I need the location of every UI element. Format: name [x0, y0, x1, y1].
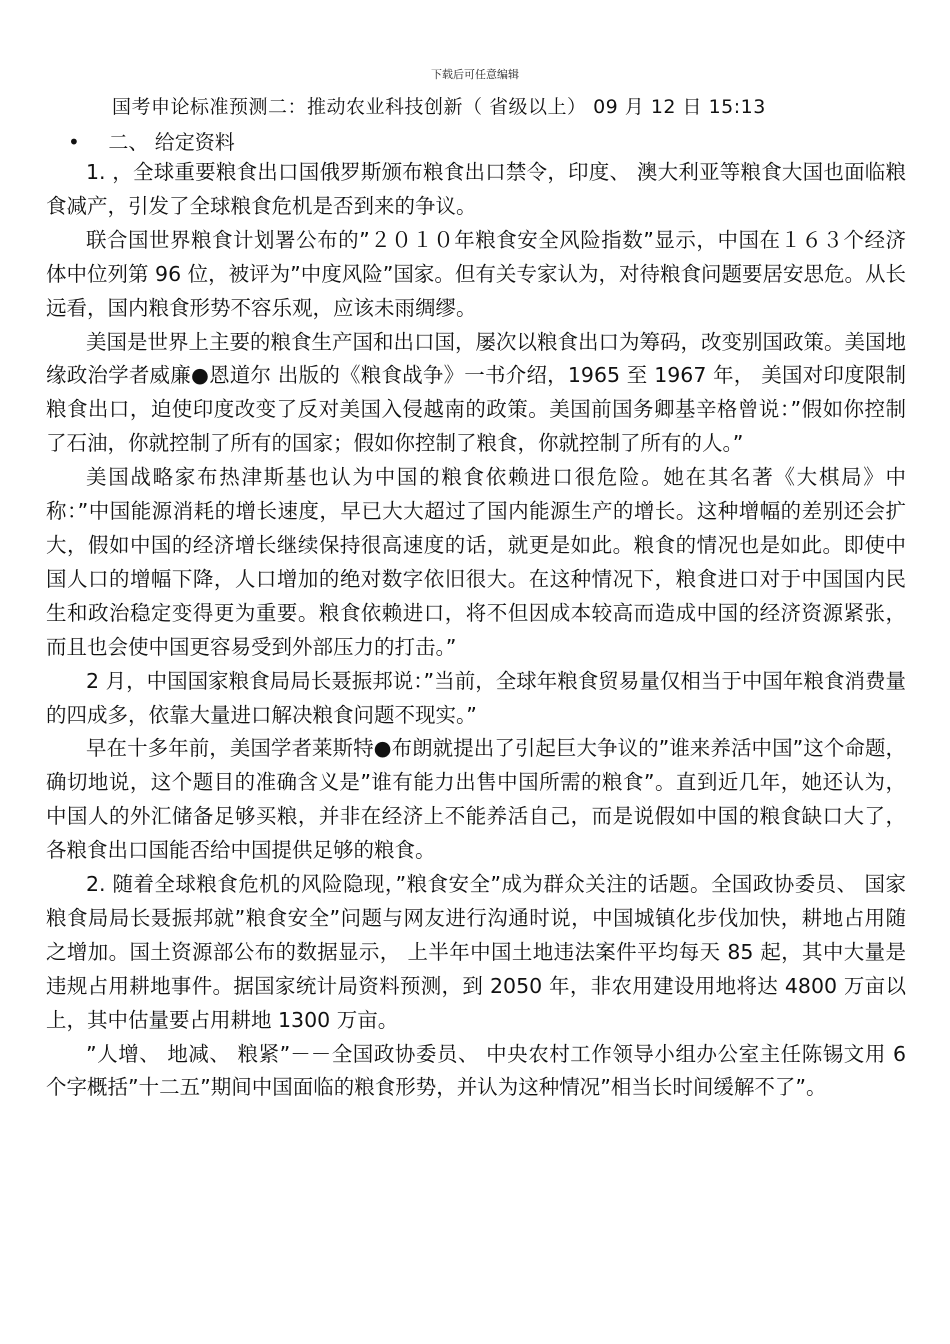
- section-heading: [68, 126, 235, 155]
- paragraph-6: 早在十多年前，美国学者莱斯特●布朗就提出了引起巨大争议的”谁来养活中国”这个命题，确切地说，这个题目的准确含义是”谁有能力出售中国所需的粮食”。直到近几年，她还认为，中国人的外汇储备足够买粮，并非在经济上不能养活自己，而是说假如中国的粮食缺口大了，各粮食出口国能否给中国提供足够的粮食。: [46, 736, 906, 863]
- download-note: 下载后可任意编辑: [431, 68, 519, 81]
- paragraph-3: 美国是世界上主要的粮食生产国和出口国，屡次以粮食出口为筹码，改变别国政策。美国地缘政治学者威廉●恩道尔 出版的《粮食战争》一书介绍，1965 至 1967 年， 美国对印度限制粮食出口，迫使印度改变了反对美国入侵越南的政策。美国前国务卿基辛格曾说：”假如你控制了石油，你就控制了所有的国家；假如你控制了粮食，你就控制了所有的人。”: [46, 329, 906, 456]
- paragraph-8: ”人增、 地减、 粮紧”－－全国政协委员、 中央农村工作领导小组办公室主任陈锡文用 6 个字概括”十二五”期间中国面临的粮食形势，并认为这种情况”相当长时间缓解不了”。: [46, 1041, 906, 1100]
- document-title: 国考申论标准预测二：推动农业科技创新（ 省级以上） 09 月 12 日 15:13: [112, 96, 766, 118]
- paragraph-1: 1. ，全球重要粮食出口国俄罗斯颁布粮食出口禁令，印度、 澳大利亚等粮食大国也面临粮食减产，引发了全球粮食危机是否到来的争议。: [46, 160, 906, 218]
- paragraph-5: 2 月，中国国家粮食局局长聂振邦说：”当前，全球年粮食贸易量仅相当于中国年粮食消费量的四成多，依靠大量进口解决粮食问题不现实。”: [46, 668, 906, 727]
- document-body: [46, 156, 906, 1105]
- paragraph-7: 2. 随着全球粮食危机的风险隐现，”粮食安全”成为群众关注的话题。全国政协委员、 国家粮食局局长聂振邦就”粮食安全”问题与网友进行沟通时说，中国城镇化步伐加快，耕地占用随之增加。国土资源部公布的数据显示， 上半年中国土地违法案件平均每天 85 起，其中大量是违规占用耕地事件。据国家统计局资料预测，到 2050 年，非农用建设用地将达 4800 万亩以上，其中估量要占用耕地 1300 万亩。: [46, 872, 906, 1032]
- paragraph-4: 美国战略家布热津斯基也认为中国的粮食依赖进口很危险。她在其名著《大棋局》中称：”中国能源消耗的增长速度，早已大大超过了国内能源生产的增长。这种增幅的差别还会扩大，假如中国的经济增长继续保持很高速度的话，就更是如此。粮食的情况也是如此。即使中国人口的增幅下降，人口增加的绝对数字依旧很大。在这种情况下，粮食进口对于中国国内民生和政治稳定变得更为重要。粮食依赖进口，将不但因成本较高而造成中国的经济资源紧张，而且也会使中国更容易受到外部压力的打击。”: [46, 465, 906, 659]
- section-heading-label: 二、 给定资料: [108, 130, 235, 154]
- paragraph-2: 联合国世界粮食计划署公布的”２０１０年粮食安全风险指数”显示，中国在１６３个经济体中位列第 96 位，被评为”中度风险”国家。但有关专家认为，对待粮食问题要居安思危。从长远看，国内粮食形势不容乐观，应该未雨绸缪。: [46, 227, 906, 320]
- bullet-icon: •: [68, 130, 80, 154]
